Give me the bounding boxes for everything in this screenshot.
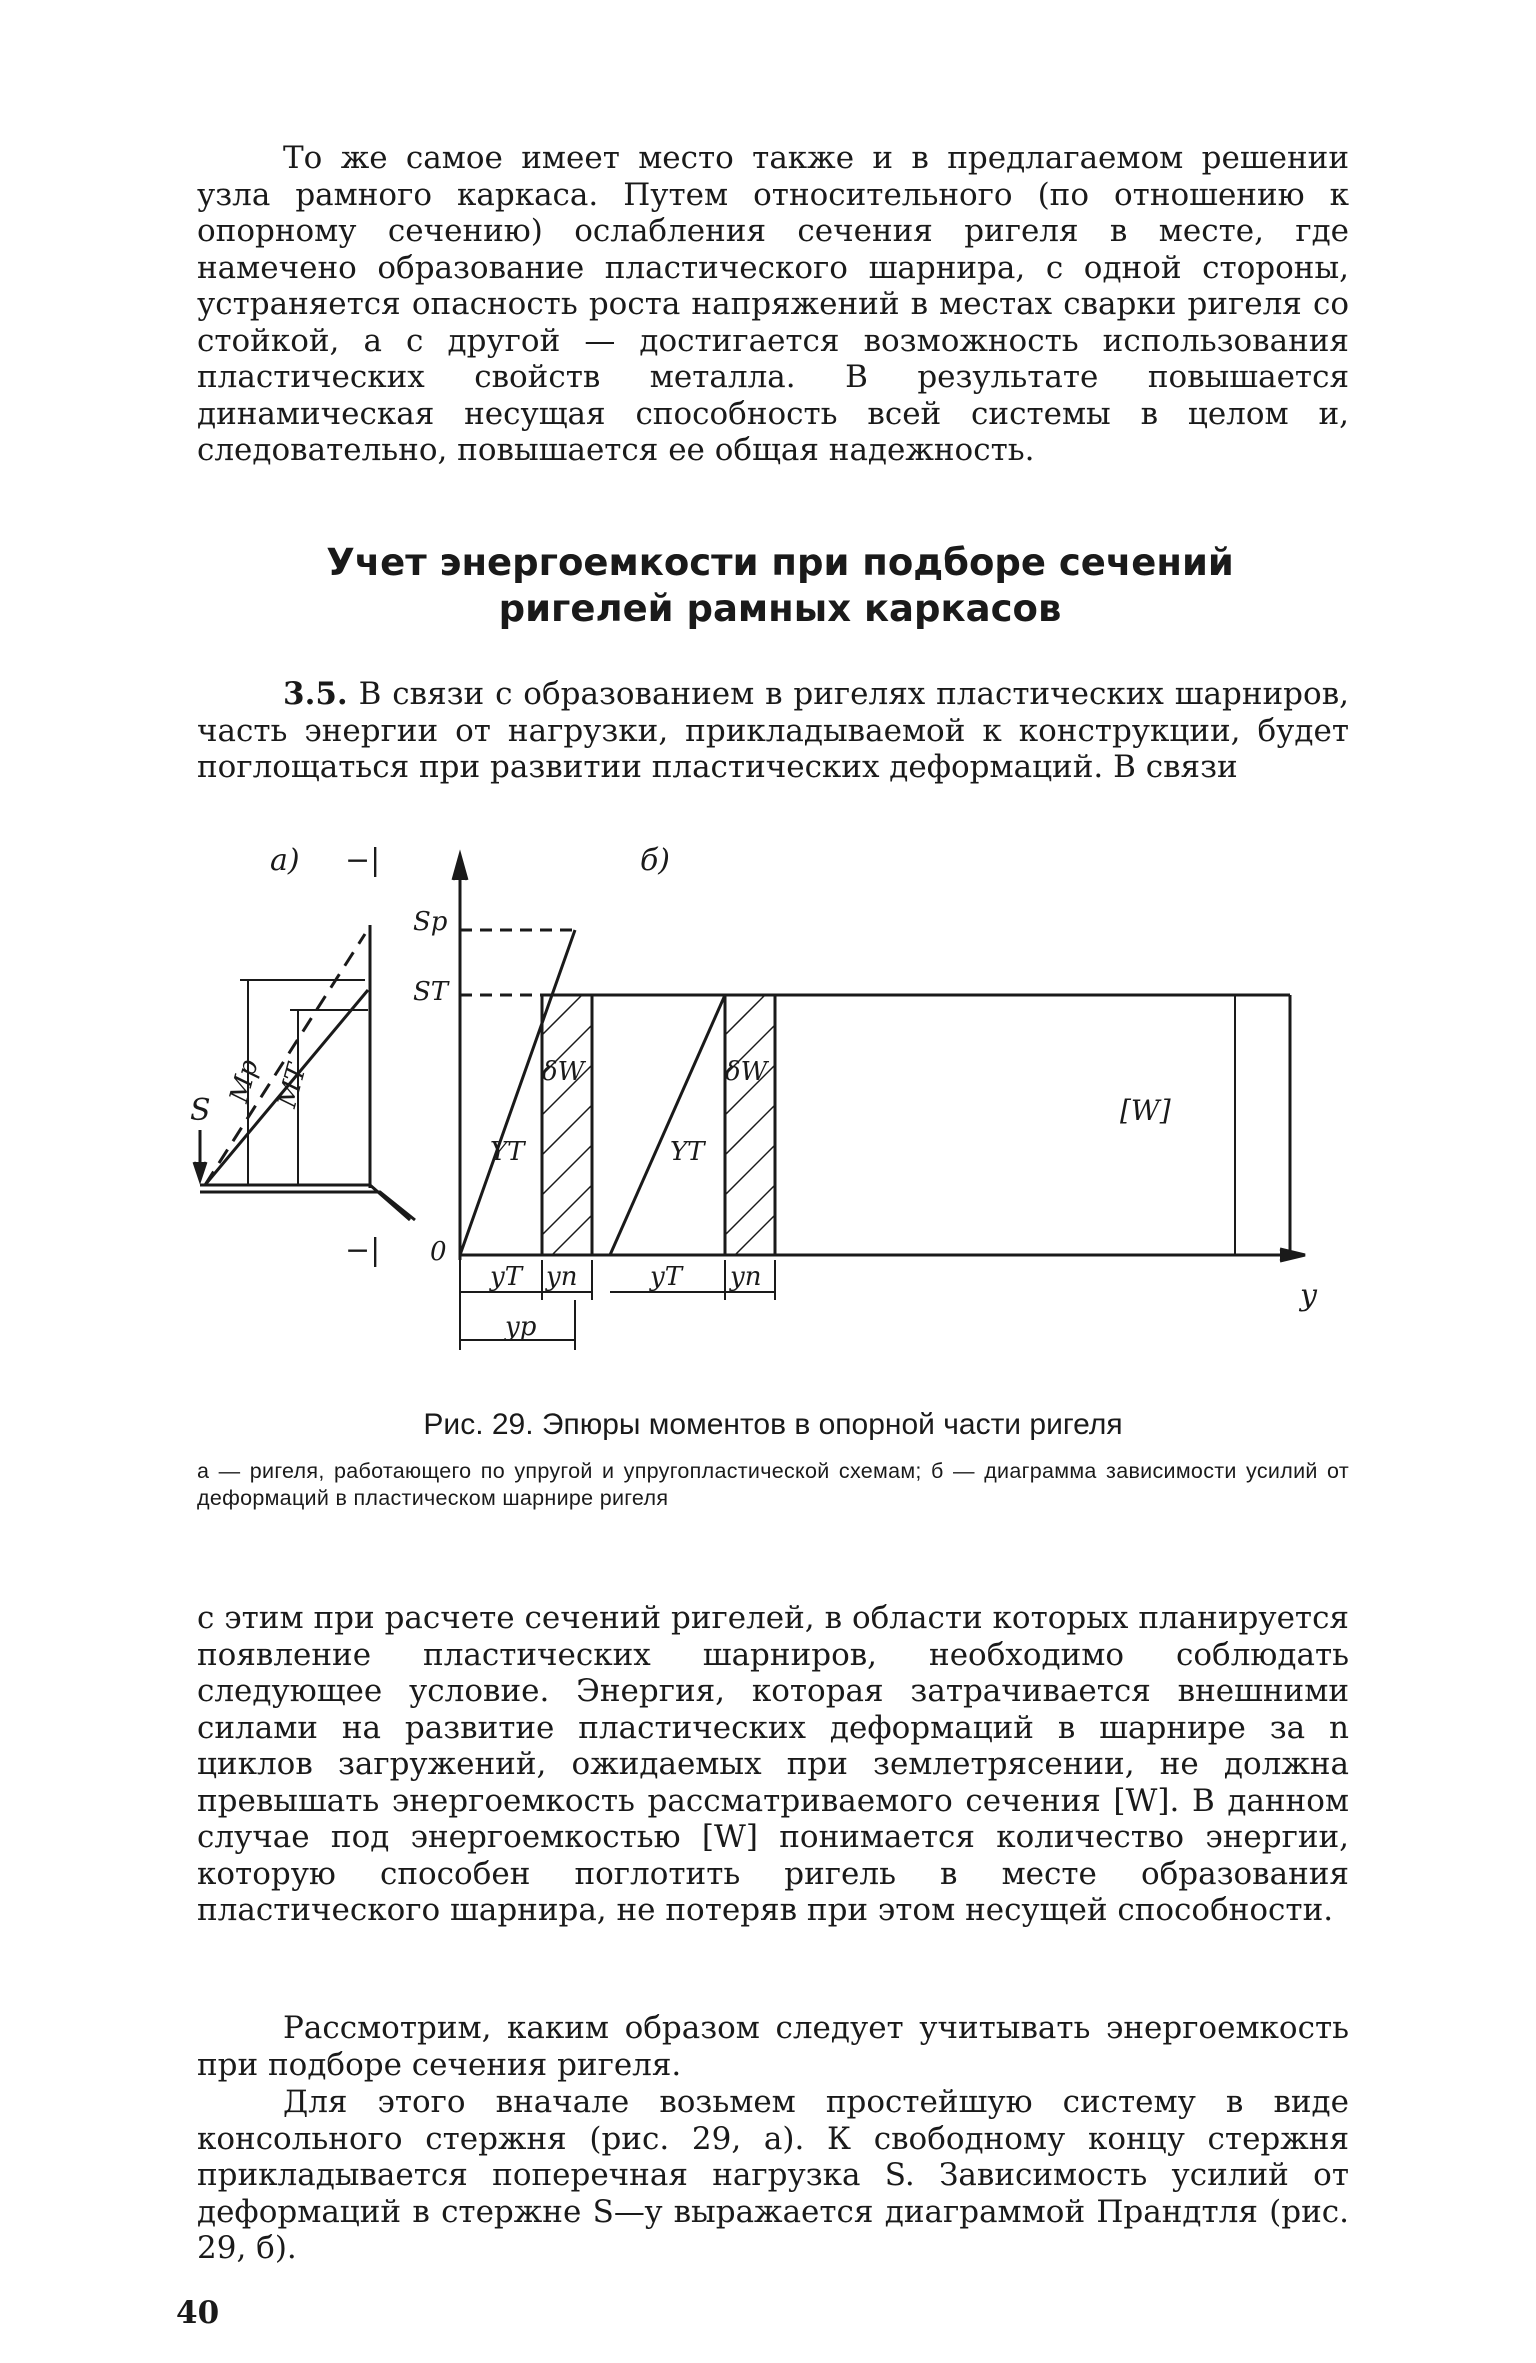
moment-mt-label: MT (272, 1060, 313, 1111)
paragraph-1: То же самое имеет место также и в предлагаемом решении узла рамного каркаса. Путем относительного (по отношению к опорному сечению) ослабления сечения ригеля в месте, где намечено образование пластического шарнира, с одной стороны, устраняется опасность роста напряжений в местах сварки ригеля со стойкой, а с другой — достигается возможность использования пластических свойств металла. В результате повышается динамическая несущая способность всей системы в целом и, следовательно, повышается ее общая надежность. (197, 140, 1349, 468)
dim-yt-1: yT (490, 1262, 523, 1292)
beam-flange (200, 1185, 415, 1220)
dim-yp: yp (505, 1312, 537, 1342)
section-heading: Учет энергоемкости при подборе сечений ригелей рамных каркасов (326, 541, 1234, 630)
moment-mp-line (205, 934, 365, 1185)
dim-yn-2: yn (730, 1262, 762, 1292)
elastic-line-1 (460, 930, 575, 1255)
b-y-axis-arrow (453, 855, 467, 880)
hatch-lines (542, 995, 775, 1255)
label-b: б) (640, 843, 671, 878)
yt-area-label-2: YT (670, 1137, 705, 1167)
axis-sp-label: Sp (413, 907, 448, 937)
section-mark-bottom: −| (345, 1233, 381, 1268)
load-label: S (190, 1093, 211, 1128)
paragraph-5: Для этого вначале возьмем простейшую систему в виде консольного стержня (рис. 29, а). К свободному концу стержня прикладывается поперечная нагрузка S. Зависимость усилий от деформаций в стержне S—y выражается диаграммой Прандтля (рис. 29, б). (197, 2084, 1349, 2266)
section-mark-top: −| (345, 843, 381, 878)
axis-zero-label: 0 (430, 1237, 447, 1267)
paragraph-3: с этим при расчете сечений ригелей, в области которых планируется появление пластических шарниров, необходимо соблюдать следующее условие. Энергия, которая затрачивается внешними силами на развитие пластических деформаций в шарнире за n циклов загружений, ожидаемых при землетрясении, не должна превышать энергоемкость рассматриваемого сечения [W]. В данном случае под энергоемкостью [W] понимается количество энергии, которую способен поглотить ригель в месте образования пластического шарнира, не потеряв при этом несущей способности. (197, 1600, 1349, 1928)
section-number: 3.5. (283, 676, 348, 712)
yt-area-label-1: YT (490, 1137, 525, 1167)
paragraph-4: Рассмотрим, каким образом следует учитывать энергоемкость при подборе сечения ригеля. (197, 2010, 1349, 2083)
moment-mp-label: Mp (224, 1056, 265, 1106)
elastic-line-2 (610, 995, 725, 1255)
w-label: [W] (1120, 1094, 1171, 1127)
axis-st-label: ST (413, 977, 449, 1007)
dw-label-2: δW (725, 1057, 768, 1087)
dw-hatch-2 (725, 995, 775, 1255)
load-arrow-head (194, 1162, 206, 1180)
figure-caption-legend: а — ригеля, работающего по упругой и упругопластической схемам; б — диаграмма зависимости усилий от деформаций в пластическом шарнире ригеля (197, 1459, 1349, 1510)
dw-label-1: δW (542, 1057, 585, 1087)
figure-29 (180, 830, 1380, 1390)
dim-yt-2: yT (650, 1262, 683, 1292)
paragraph-2-text: В связи с образованием в ригелях пластических шарниров, часть энергии от нагрузки, прикладываемой к конструкции, будет поглощаться при развитии пластических деформаций. В связи (197, 676, 1350, 785)
dw-hatch-1 (542, 995, 592, 1255)
dim-yn-1: yn (546, 1262, 578, 1292)
label-a: а) (270, 843, 300, 878)
page-number: 40 (176, 2295, 220, 2331)
paragraph-2 (197, 676, 1349, 786)
axis-y-label: y (1300, 1278, 1317, 1313)
figure-caption-title: Рис. 29. Эпюры моментов в опорной части ригеля (423, 1408, 1123, 1441)
b-x-axis-arrow (1280, 1249, 1305, 1261)
